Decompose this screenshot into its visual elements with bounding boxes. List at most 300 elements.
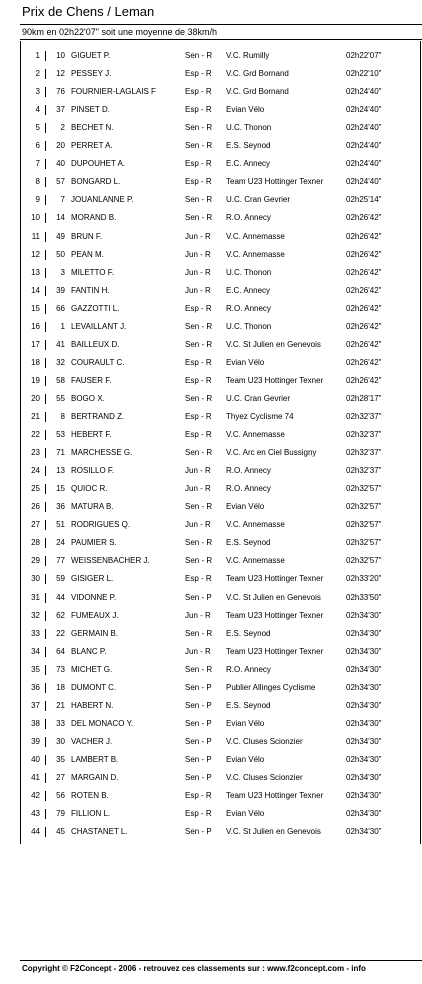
result-club: Evian Vélo bbox=[226, 357, 265, 367]
result-row bbox=[20, 444, 422, 462]
result-rank: 20 bbox=[31, 393, 40, 403]
result-rank: 23 bbox=[31, 448, 40, 458]
result-row bbox=[20, 372, 422, 390]
result-category: Jun - R bbox=[185, 267, 211, 277]
result-category: Sen - R bbox=[185, 51, 213, 60]
result-club: E.S. Seynod bbox=[226, 141, 271, 151]
result-category: Sen - R bbox=[185, 538, 213, 548]
result-bib: 50 bbox=[56, 249, 65, 259]
result-club: E.S. Seynod bbox=[226, 538, 271, 548]
result-rank: 30 bbox=[31, 574, 40, 584]
result-club: R.O. Annecy bbox=[226, 664, 271, 674]
result-rank: 3 bbox=[35, 87, 40, 97]
result-time: 02h34'30" bbox=[346, 628, 382, 638]
result-row bbox=[20, 83, 422, 101]
result-rank: 6 bbox=[35, 141, 40, 151]
result-category: Esp - R bbox=[185, 69, 212, 79]
result-name: HEBERT F. bbox=[71, 430, 112, 440]
result-bib: 40 bbox=[56, 159, 65, 169]
result-category: Esp - R bbox=[185, 574, 212, 584]
result-club: V.C. St Julien en Genevois bbox=[226, 339, 321, 349]
result-category: Jun - R bbox=[185, 610, 211, 620]
result-club: V.C. Rumilly bbox=[226, 51, 270, 60]
result-time: 02h34'30" bbox=[346, 827, 382, 837]
result-category: Sen - P bbox=[185, 592, 212, 602]
result-club: Team U23 Hottinger Texner bbox=[226, 610, 324, 620]
result-row bbox=[20, 751, 422, 769]
result-name: BAILLEUX D. bbox=[71, 339, 120, 349]
result-club: V.C. St Julien en Genevois bbox=[226, 592, 321, 602]
result-category: Sen - R bbox=[185, 195, 213, 205]
result-row bbox=[20, 228, 422, 246]
result-category: Sen - P bbox=[185, 700, 212, 710]
result-name: MARGAIN D. bbox=[71, 773, 119, 782]
result-rank: 25 bbox=[31, 484, 40, 494]
result-row bbox=[20, 336, 422, 354]
result-rank: 11 bbox=[31, 231, 40, 241]
result-row bbox=[20, 805, 422, 823]
result-time: 02h26'42" bbox=[346, 231, 382, 241]
result-name: FANTIN H. bbox=[71, 285, 110, 295]
result-club: V.C. Cluses Scionzier bbox=[226, 773, 303, 782]
result-name: MORAND B. bbox=[71, 213, 117, 223]
result-bib: 64 bbox=[56, 646, 65, 656]
result-bib: 71 bbox=[56, 448, 65, 458]
result-time: 02h24'40" bbox=[346, 87, 382, 97]
result-time: 02h34'30" bbox=[346, 682, 382, 692]
result-bib: 57 bbox=[56, 177, 65, 187]
result-time: 02h26'42" bbox=[346, 267, 382, 277]
result-club: Evian Vélo bbox=[226, 502, 265, 512]
result-row bbox=[20, 589, 422, 607]
result-bib: 20 bbox=[56, 141, 65, 151]
result-row bbox=[20, 264, 422, 282]
title-divider bbox=[20, 24, 422, 25]
result-time: 02h34'30" bbox=[346, 718, 382, 728]
result-category: Jun - R bbox=[185, 484, 211, 494]
result-time: 02h26'42" bbox=[346, 285, 382, 295]
result-row bbox=[20, 823, 422, 841]
result-bib: 12 bbox=[56, 69, 65, 79]
result-time: 02h34'30" bbox=[346, 736, 382, 746]
result-time: 02h26'42" bbox=[346, 213, 382, 223]
result-bib: 77 bbox=[56, 556, 65, 566]
result-time: 02h22'10" bbox=[346, 69, 382, 79]
result-time: 02h24'40" bbox=[346, 159, 382, 169]
result-rank: 15 bbox=[31, 303, 40, 313]
result-row bbox=[20, 426, 422, 444]
result-name: COURAULT C. bbox=[71, 357, 125, 367]
result-name: FILLION L. bbox=[71, 809, 111, 819]
result-category: Esp - R bbox=[185, 791, 212, 801]
result-club: V.C. Grd Bornand bbox=[226, 87, 289, 97]
result-time: 02h33'20" bbox=[346, 574, 382, 584]
result-bib: 24 bbox=[56, 538, 65, 548]
result-name: GAZZOTTI L. bbox=[71, 303, 120, 313]
result-name: FOURNIER-LAGLAIS F bbox=[71, 87, 156, 97]
result-category: Jun - R bbox=[185, 249, 211, 259]
result-time: 02h22'07" bbox=[346, 51, 382, 60]
result-name: GISIGER L. bbox=[71, 574, 114, 584]
result-name: LAMBERT B. bbox=[71, 754, 119, 764]
result-name: WEISSENBACHER J. bbox=[71, 556, 150, 566]
result-club: Evian Vélo bbox=[226, 105, 265, 115]
result-category: Sen - R bbox=[185, 339, 213, 349]
result-category: Sen - R bbox=[185, 502, 213, 512]
result-time: 02h32'57" bbox=[346, 484, 382, 494]
result-time: 02h32'37" bbox=[346, 430, 382, 440]
result-name: BOGO X. bbox=[71, 393, 105, 403]
result-row bbox=[20, 570, 422, 588]
result-time: 02h32'57" bbox=[346, 502, 382, 512]
result-name: PINSET D. bbox=[71, 105, 110, 115]
result-rank: 4 bbox=[35, 105, 40, 115]
result-club: Evian Vélo bbox=[226, 754, 265, 764]
result-rank: 38 bbox=[31, 718, 40, 728]
result-club: E.C. Annecy bbox=[226, 285, 271, 295]
result-club: U.C. Cran Gevrier bbox=[226, 195, 291, 205]
result-time: 02h34'30" bbox=[346, 809, 382, 819]
result-category: Esp - R bbox=[185, 375, 212, 385]
result-club: U.C. Thonon bbox=[226, 321, 272, 331]
result-category: Sen - P bbox=[185, 736, 212, 746]
result-row bbox=[20, 173, 422, 191]
result-bib: 45 bbox=[56, 827, 65, 837]
result-time: 02h34'30" bbox=[346, 664, 382, 674]
result-club: E.C. Annecy bbox=[226, 159, 271, 169]
result-club: Team U23 Hottinger Texner bbox=[226, 375, 324, 385]
result-club: Thyez Cyclisme 74 bbox=[226, 412, 294, 421]
result-name: LEVAILLANT J. bbox=[71, 321, 127, 331]
result-category: Sen - R bbox=[185, 556, 213, 566]
result-bib: 36 bbox=[56, 502, 65, 512]
result-name: ROTEN B. bbox=[71, 791, 109, 801]
result-row bbox=[20, 552, 422, 570]
result-row bbox=[20, 354, 422, 372]
result-name: FAUSER F. bbox=[71, 375, 112, 385]
result-rank: 41 bbox=[31, 773, 40, 782]
result-time: 02h34'30" bbox=[346, 754, 382, 764]
result-time: 02h26'42" bbox=[346, 321, 382, 331]
result-name: PEAN M. bbox=[71, 249, 104, 259]
result-row bbox=[20, 191, 422, 209]
result-bib: 3 bbox=[60, 267, 65, 277]
result-row bbox=[20, 300, 422, 318]
result-rank: 40 bbox=[31, 754, 40, 764]
result-name: HABERT N. bbox=[71, 700, 114, 710]
result-club: Team U23 Hottinger Texner bbox=[226, 791, 324, 801]
result-time: 02h26'42" bbox=[346, 249, 382, 259]
result-name: MATURA B. bbox=[71, 502, 114, 512]
result-club: Team U23 Hottinger Texner bbox=[226, 574, 324, 584]
result-club: E.S. Seynod bbox=[226, 700, 271, 710]
result-name: BRUN F. bbox=[71, 231, 103, 241]
result-name: GERMAIN B. bbox=[71, 628, 119, 638]
result-bib: 39 bbox=[56, 285, 65, 295]
result-name: BERTRAND Z. bbox=[71, 412, 125, 421]
result-category: Sen - R bbox=[185, 628, 213, 638]
result-time: 02h32'57" bbox=[346, 556, 382, 566]
result-row bbox=[20, 498, 422, 516]
result-row bbox=[20, 246, 422, 264]
result-row bbox=[20, 462, 422, 480]
footer-divider bbox=[20, 960, 422, 961]
result-row bbox=[20, 733, 422, 751]
result-category: Sen - R bbox=[185, 448, 213, 458]
result-bib: 44 bbox=[56, 592, 65, 602]
result-category: Sen - P bbox=[185, 773, 212, 782]
result-row bbox=[20, 390, 422, 408]
result-category: Sen - P bbox=[185, 682, 212, 692]
result-row bbox=[20, 137, 422, 155]
result-name: FUMEAUX J. bbox=[71, 610, 119, 620]
result-time: 02h32'37" bbox=[346, 448, 382, 458]
result-bib: 18 bbox=[56, 682, 65, 692]
result-row bbox=[20, 679, 422, 697]
result-time: 02h33'50" bbox=[346, 592, 382, 602]
page-title: Prix de Chens / Leman bbox=[22, 4, 155, 19]
result-row bbox=[20, 480, 422, 498]
result-name: MICHET G. bbox=[71, 664, 113, 674]
result-bib: 76 bbox=[56, 87, 65, 97]
result-row bbox=[20, 408, 422, 426]
result-row bbox=[20, 65, 422, 83]
result-time: 02h24'40" bbox=[346, 177, 382, 187]
result-row bbox=[20, 209, 422, 227]
result-name: QUIOC R. bbox=[71, 484, 108, 494]
result-rank: 14 bbox=[31, 285, 40, 295]
result-rank: 24 bbox=[31, 466, 40, 476]
copyright-footer: Copyright © F2Concept - 2006 - retrouvez ces classements sur : www.f2concept.com - info bbox=[22, 964, 366, 973]
result-row bbox=[20, 643, 422, 661]
result-bib: 22 bbox=[56, 628, 65, 638]
result-rank: 19 bbox=[31, 375, 40, 385]
result-rank: 17 bbox=[31, 339, 40, 349]
result-row bbox=[20, 155, 422, 173]
result-rank: 12 bbox=[31, 249, 40, 259]
result-time: 02h34'30" bbox=[346, 791, 382, 801]
result-category: Jun - R bbox=[185, 646, 211, 656]
result-time: 02h34'30" bbox=[346, 773, 382, 782]
result-row bbox=[20, 661, 422, 679]
result-bib: 59 bbox=[56, 574, 65, 584]
result-name: RODRIGUES Q. bbox=[71, 520, 131, 530]
result-rank: 33 bbox=[31, 628, 40, 638]
result-bib: 14 bbox=[56, 213, 65, 223]
result-time: 02h34'30" bbox=[346, 646, 382, 656]
result-row bbox=[20, 119, 422, 137]
result-club: V.C. Arc en Ciel Bussigny bbox=[226, 448, 317, 458]
result-rank: 7 bbox=[35, 159, 40, 169]
result-category: Sen - R bbox=[185, 213, 213, 223]
result-time: 02h32'57" bbox=[346, 538, 382, 548]
result-club: V.C. Annemasse bbox=[226, 249, 285, 259]
result-row bbox=[20, 282, 422, 300]
result-rank: 13 bbox=[31, 267, 40, 277]
result-time: 02h25'14" bbox=[346, 195, 382, 205]
result-category: Esp - R bbox=[185, 809, 212, 819]
result-bib: 37 bbox=[56, 105, 65, 115]
result-name: BONGARD L. bbox=[71, 177, 121, 187]
result-bib: 41 bbox=[56, 339, 65, 349]
result-bib: 62 bbox=[56, 610, 65, 620]
result-row bbox=[20, 318, 422, 336]
result-category: Sen - R bbox=[185, 123, 213, 133]
result-bib: 51 bbox=[56, 520, 65, 530]
result-name: ROSILLO F. bbox=[71, 466, 115, 476]
result-club: Publier Allinges Cyclisme bbox=[226, 682, 316, 692]
result-bib: 32 bbox=[56, 357, 65, 367]
result-club: V.C. Cluses Scionzier bbox=[226, 736, 303, 746]
result-rank: 43 bbox=[31, 809, 40, 819]
result-bib: 35 bbox=[56, 754, 65, 764]
result-rank: 22 bbox=[31, 430, 40, 440]
result-club: R.O. Annecy bbox=[226, 303, 271, 313]
result-bib: 33 bbox=[56, 718, 65, 728]
result-bib: 21 bbox=[56, 700, 65, 710]
result-bib: 58 bbox=[56, 375, 65, 385]
result-rank: 44 bbox=[31, 827, 40, 837]
result-bib: 2 bbox=[60, 123, 65, 133]
result-category: Esp - R bbox=[185, 105, 212, 115]
result-time: 02h24'40" bbox=[346, 141, 382, 151]
result-rank: 2 bbox=[35, 69, 40, 79]
result-category: Sen - R bbox=[185, 664, 213, 674]
result-category: Jun - R bbox=[185, 466, 211, 476]
result-rank: 35 bbox=[31, 664, 40, 674]
result-time: 02h34'30" bbox=[346, 610, 382, 620]
result-rank: 16 bbox=[31, 321, 40, 331]
result-rank: 32 bbox=[31, 610, 40, 620]
result-rank: 37 bbox=[31, 700, 40, 710]
result-bib: 10 bbox=[56, 51, 65, 60]
result-bib: 66 bbox=[56, 303, 65, 313]
result-bib: 13 bbox=[56, 466, 65, 476]
result-club: R.O. Annecy bbox=[226, 466, 271, 476]
result-name: PERRET A. bbox=[71, 141, 113, 151]
result-time: 02h32'57" bbox=[346, 520, 382, 530]
result-time: 02h28'17" bbox=[346, 393, 382, 403]
result-row bbox=[20, 769, 422, 787]
result-rank: 36 bbox=[31, 682, 40, 692]
result-name: VIDONNE P. bbox=[71, 592, 117, 602]
result-rank: 8 bbox=[35, 177, 40, 187]
result-name: DEL MONACO Y. bbox=[71, 718, 134, 728]
result-bib: 56 bbox=[56, 791, 65, 801]
result-club: E.S. Seynod bbox=[226, 628, 271, 638]
result-club: U.C. Thonon bbox=[226, 123, 272, 133]
result-club: Team U23 Hottinger Texner bbox=[226, 177, 324, 187]
result-category: Jun - R bbox=[185, 231, 211, 241]
result-bib: 8 bbox=[60, 412, 65, 421]
result-club: V.C. Annemasse bbox=[226, 231, 285, 241]
result-name: CHASTANET L. bbox=[71, 827, 128, 837]
result-bib: 79 bbox=[56, 809, 65, 819]
result-time: 02h26'42" bbox=[346, 303, 382, 313]
result-bib: 27 bbox=[56, 773, 65, 782]
result-name: MARCHESSE G. bbox=[71, 448, 133, 458]
result-name: DUPOUHET A. bbox=[71, 159, 126, 169]
result-category: Esp - R bbox=[185, 430, 212, 440]
result-bib: 55 bbox=[56, 393, 65, 403]
result-row bbox=[20, 516, 422, 534]
result-rank: 1 bbox=[35, 51, 40, 60]
result-row bbox=[20, 787, 422, 805]
result-rank: 9 bbox=[35, 195, 40, 205]
result-category: Esp - R bbox=[185, 87, 212, 97]
result-bib: 73 bbox=[56, 664, 65, 674]
result-name: DUMONT C. bbox=[71, 682, 117, 692]
summary-divider bbox=[20, 39, 422, 40]
result-time: 02h26'42" bbox=[346, 339, 382, 349]
result-category: Jun - R bbox=[185, 285, 211, 295]
result-club: V.C. Annemasse bbox=[226, 430, 285, 440]
race-summary: 90km en 02h22'07" soit une moyenne de 38km/h bbox=[22, 27, 218, 37]
result-name: PESSEY J. bbox=[71, 69, 112, 79]
result-category: Sen - R bbox=[185, 321, 213, 331]
result-category: Jun - R bbox=[185, 520, 211, 530]
result-time: 02h26'42" bbox=[346, 375, 382, 385]
result-bib: 30 bbox=[56, 736, 65, 746]
result-rank: 18 bbox=[31, 357, 40, 367]
result-club: U.C. Thonon bbox=[226, 267, 272, 277]
result-club: Evian Vélo bbox=[226, 718, 265, 728]
result-row bbox=[20, 47, 422, 65]
result-rank: 28 bbox=[31, 538, 40, 548]
result-category: Esp - R bbox=[185, 303, 212, 313]
result-rank: 5 bbox=[35, 123, 40, 133]
result-category: Esp - R bbox=[185, 159, 212, 169]
result-club: U.C. Cran Gevrier bbox=[226, 393, 291, 403]
result-club: Team U23 Hottinger Texner bbox=[226, 646, 324, 656]
result-bib: 15 bbox=[56, 484, 65, 494]
result-bib: 7 bbox=[60, 195, 65, 205]
result-bib: 49 bbox=[56, 231, 65, 241]
result-club: R.O. Annecy bbox=[226, 213, 271, 223]
result-name: PAUMIER S. bbox=[71, 538, 117, 548]
result-name: VACHER J. bbox=[71, 736, 113, 746]
result-category: Sen - R bbox=[185, 141, 213, 151]
result-row bbox=[20, 534, 422, 552]
result-name: BECHET N. bbox=[71, 123, 114, 133]
result-category: Esp - R bbox=[185, 177, 212, 187]
result-row bbox=[20, 715, 422, 733]
result-rank: 21 bbox=[31, 412, 40, 421]
result-name: MILETTO F. bbox=[71, 267, 114, 277]
result-category: Sen - P bbox=[185, 718, 212, 728]
result-bib: 1 bbox=[60, 321, 65, 331]
result-name: GIGUET P. bbox=[71, 51, 111, 60]
result-category: Esp - R bbox=[185, 357, 212, 367]
result-rank: 39 bbox=[31, 736, 40, 746]
result-club: R.O. Annecy bbox=[226, 484, 271, 494]
result-row bbox=[20, 607, 422, 625]
result-bib: 53 bbox=[56, 430, 65, 440]
result-time: 02h34'30" bbox=[346, 700, 382, 710]
result-time: 02h32'37" bbox=[346, 412, 382, 421]
result-club: V.C. St Julien en Genevois bbox=[226, 827, 321, 837]
result-name: BLANC P. bbox=[71, 646, 107, 656]
result-category: Sen - P bbox=[185, 754, 212, 764]
result-rank: 10 bbox=[31, 213, 40, 223]
result-category: Sen - P bbox=[185, 827, 212, 837]
result-rank: 26 bbox=[31, 502, 40, 512]
result-category: Sen - R bbox=[185, 393, 213, 403]
result-category: Esp - R bbox=[185, 412, 212, 421]
result-rank: 31 bbox=[31, 592, 40, 602]
result-club: V.C. Annemasse bbox=[226, 520, 285, 530]
result-rank: 34 bbox=[31, 646, 40, 656]
